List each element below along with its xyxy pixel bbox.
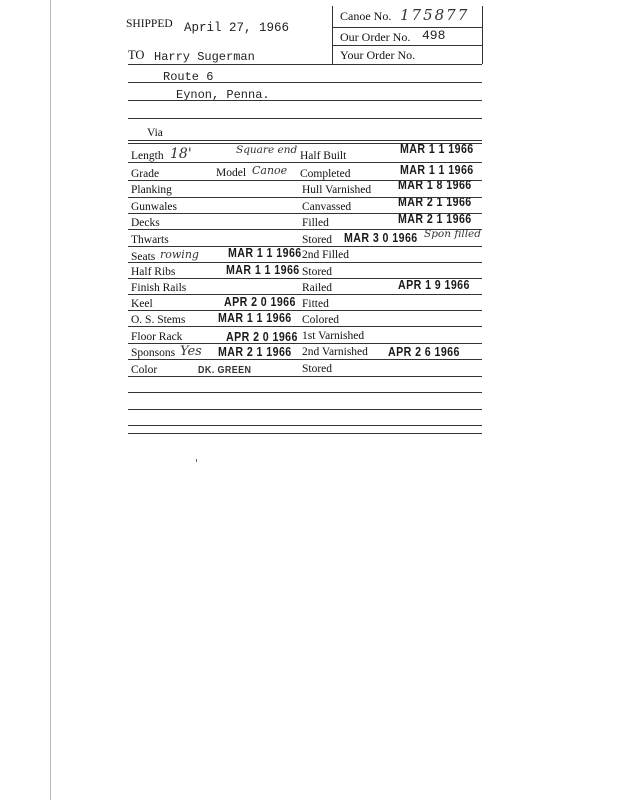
filled-stamp: MAR 2 1 1966	[398, 212, 472, 226]
rule	[128, 213, 482, 214]
rule	[128, 229, 482, 230]
sponsons-hand: Yes	[180, 344, 202, 359]
our-order-label: Our Order No.	[340, 30, 411, 44]
planking-label: Planking	[131, 184, 172, 196]
canvassed-stamp: MAR 2 1 1966	[398, 195, 472, 209]
rule	[332, 27, 482, 28]
to-name: Harry Sugerman	[154, 50, 255, 64]
completed-stamp: MAR 1 1 1966	[400, 163, 474, 177]
rule	[128, 376, 482, 377]
length-hand: 18'	[170, 146, 192, 162]
length-hand-note: Square end	[236, 144, 298, 156]
rule	[128, 180, 482, 181]
via-label: Via	[147, 127, 163, 139]
rule	[128, 433, 482, 434]
half-built-stamp: MAR 1 1 1966	[400, 142, 474, 156]
floor-rack-label: Floor Rack	[131, 331, 183, 343]
first-varnished-label: 1st Varnished	[302, 330, 365, 342]
rule	[332, 45, 482, 46]
canoe-no-value: 175877	[400, 6, 470, 24]
scan-speck	[196, 459, 197, 462]
header-box-divider	[332, 6, 333, 64]
rule	[128, 64, 482, 65]
completed-label: Completed	[300, 168, 351, 180]
sponsons-stamp: MAR 2 1 1966	[218, 345, 292, 359]
keel-label: Keel	[131, 298, 153, 310]
canoe-no-label: Canoe No.	[340, 9, 392, 23]
stored-label: Stored	[302, 234, 333, 246]
sponsons-label: Sponsons	[131, 347, 176, 359]
rule	[128, 310, 482, 311]
rule	[128, 409, 482, 410]
second-varnished-stamp: APR 2 6 1966	[388, 345, 460, 359]
hull-varnished-label: Hull Varnished	[302, 184, 372, 196]
rule	[128, 140, 482, 141]
length-label: Length	[131, 150, 164, 162]
shipped-date: April 27, 1966	[184, 21, 290, 35]
address-line2: Eynon, Penna.	[176, 88, 270, 102]
os-stems-stamp: MAR 1 1 1966	[218, 311, 292, 325]
decks-label: Decks	[131, 217, 160, 229]
railed-stamp: APR 1 9 1966	[398, 278, 470, 292]
model-label: Model	[216, 167, 247, 179]
rule	[128, 246, 482, 247]
stored2-label: Stored	[302, 266, 333, 278]
gunwales-label: Gunwales	[131, 201, 177, 213]
rule	[128, 343, 482, 344]
rule	[128, 82, 482, 83]
seats-hand: rowing	[160, 248, 199, 261]
second-filled-label: 2nd Filled	[302, 249, 349, 261]
to-label: TO	[128, 48, 145, 62]
model-hand: Canoe	[252, 164, 288, 177]
floor-rack-stamp: APR 2 0 1966	[226, 330, 298, 344]
rule	[128, 294, 482, 295]
rule	[128, 392, 482, 393]
colored-label: Colored	[302, 314, 340, 326]
header-box-right	[482, 6, 483, 64]
finish-rails-label: Finish Rails	[131, 282, 187, 294]
address-line1: Route 6	[163, 70, 214, 84]
your-order-label: Your Order No.	[340, 48, 416, 62]
shipped-label: SHIPPED	[126, 18, 173, 30]
color-label: Color	[131, 364, 158, 376]
hull-varnished-stamp: MAR 1 8 1966	[398, 178, 472, 192]
stored-stamp: MAR 3 0 1966	[344, 231, 418, 245]
color-stamp: DK. GREEN	[198, 364, 252, 376]
page-edge	[50, 0, 51, 800]
canvassed-label: Canvassed	[302, 201, 352, 213]
os-stems-label: O. S. Stems	[131, 314, 186, 326]
rule	[128, 100, 482, 101]
half-ribs-stamp: MAR 1 1 1966	[226, 263, 300, 277]
rule	[128, 118, 482, 119]
half-built-label: Half Built	[300, 150, 347, 162]
our-order-value: 498	[422, 28, 446, 43]
rule	[128, 162, 482, 163]
fitted-label: Fitted	[302, 298, 329, 310]
stored3-label: Stored	[302, 363, 333, 375]
half-ribs-label: Half Ribs	[131, 266, 176, 278]
rule	[128, 326, 482, 327]
keel-stamp: APR 2 0 1966	[224, 295, 296, 309]
rule	[128, 262, 482, 263]
second-varnished-label: 2nd Varnished	[302, 346, 368, 358]
rule	[128, 425, 482, 426]
stored-hand: Spon filled	[424, 228, 481, 240]
seats-stamp: MAR 1 1 1966	[228, 246, 302, 260]
seats-label: Seats	[131, 251, 156, 263]
rule	[128, 278, 482, 279]
rule	[128, 197, 482, 198]
rule	[128, 359, 482, 360]
thwarts-label: Thwarts	[131, 234, 169, 246]
filled-label: Filled	[302, 217, 329, 229]
railed-label: Railed	[302, 282, 333, 294]
grade-label: Grade	[131, 168, 160, 180]
